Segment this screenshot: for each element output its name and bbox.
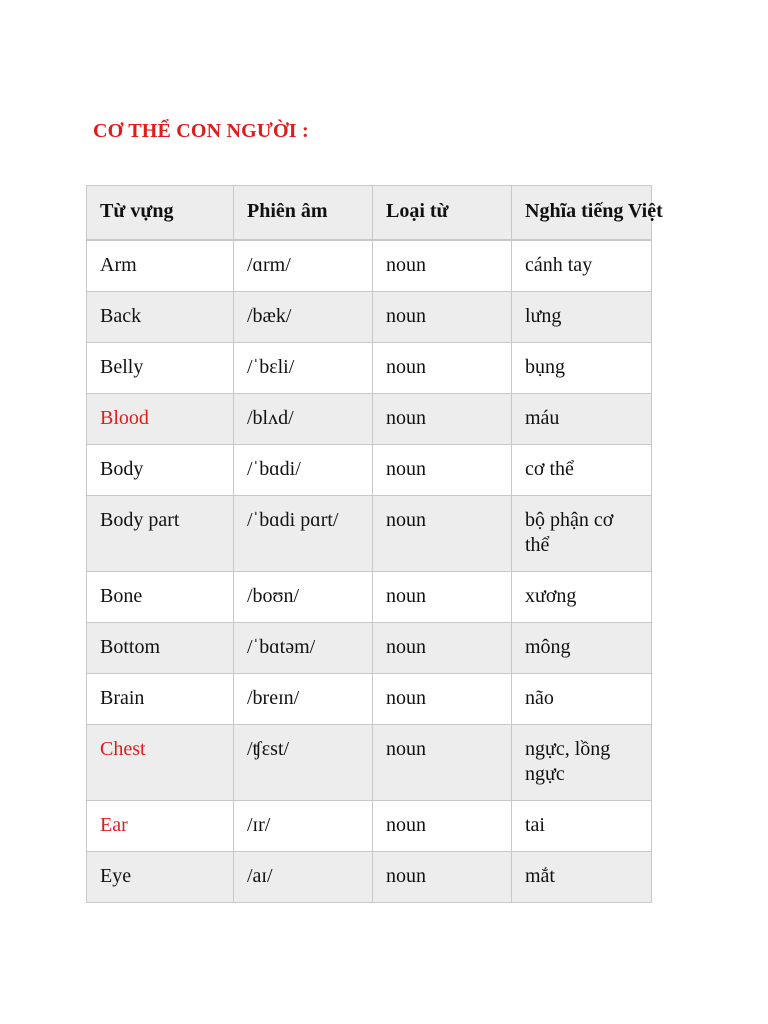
cell-type: noun bbox=[373, 623, 512, 674]
cell-word: Eye bbox=[87, 852, 234, 903]
table-row bbox=[87, 445, 652, 496]
cell-meaning: cơ thể bbox=[512, 445, 652, 496]
cell-ipa: /ˈbɑdi/ bbox=[234, 445, 373, 496]
cell-type: noun bbox=[373, 394, 512, 445]
cell-word: Chest bbox=[87, 725, 234, 801]
vocabulary-table bbox=[86, 185, 663, 903]
cell-ipa: /boʊn/ bbox=[234, 572, 373, 623]
cell-type: noun bbox=[373, 674, 512, 725]
cell-type: noun bbox=[373, 852, 512, 903]
table-row bbox=[87, 674, 652, 725]
cell-ipa: /bæk/ bbox=[234, 292, 373, 343]
cell-type: noun bbox=[373, 496, 512, 572]
column-header-type: Loại từ bbox=[373, 186, 512, 241]
cell-meaning: xương bbox=[512, 572, 652, 623]
table-row bbox=[87, 801, 652, 852]
table-row bbox=[87, 852, 652, 903]
cell-word: Bone bbox=[87, 572, 234, 623]
cell-ipa: /ɪr/ bbox=[234, 801, 373, 852]
table-row bbox=[87, 725, 652, 801]
cell-meaning: tai bbox=[512, 801, 652, 852]
cell-meaning: lưng bbox=[512, 292, 652, 343]
cell-word: Body part bbox=[87, 496, 234, 572]
cell-ipa: /ˈbɑtəm/ bbox=[234, 623, 373, 674]
cell-word: Ear bbox=[87, 801, 234, 852]
cell-meaning: bụng bbox=[512, 343, 652, 394]
cell-meaning: ngực, lồng ngực bbox=[512, 725, 652, 801]
cell-type: noun bbox=[373, 572, 512, 623]
page-title: CƠ THỂ CON NGƯỜI : bbox=[93, 120, 309, 142]
cell-type: noun bbox=[373, 343, 512, 394]
table-row bbox=[87, 496, 652, 572]
cell-word: Body bbox=[87, 445, 234, 496]
cell-word: Blood bbox=[87, 394, 234, 445]
cell-type: noun bbox=[373, 725, 512, 801]
cell-word: Back bbox=[87, 292, 234, 343]
cell-word: Arm bbox=[87, 240, 234, 292]
table-row bbox=[87, 292, 652, 343]
cell-ipa: /blʌd/ bbox=[234, 394, 373, 445]
table-row bbox=[87, 623, 652, 674]
cell-word: Belly bbox=[87, 343, 234, 394]
cell-type: noun bbox=[373, 445, 512, 496]
cell-meaning: não bbox=[512, 674, 652, 725]
cell-meaning: cánh tay bbox=[512, 240, 652, 292]
cell-ipa: /ˈbɑdi pɑrt/ bbox=[234, 496, 373, 572]
table-row bbox=[87, 572, 652, 623]
column-header-ipa: Phiên âm bbox=[234, 186, 373, 241]
cell-word: Bottom bbox=[87, 623, 234, 674]
table-row bbox=[87, 343, 652, 394]
cell-type: noun bbox=[373, 801, 512, 852]
cell-ipa: /ʧɛst/ bbox=[234, 725, 373, 801]
column-header-meaning: Nghĩa tiếng Việt bbox=[512, 186, 652, 241]
cell-meaning: mông bbox=[512, 623, 652, 674]
cell-meaning: máu bbox=[512, 394, 652, 445]
cell-type: noun bbox=[373, 292, 512, 343]
cell-ipa: /ˈbɛli/ bbox=[234, 343, 373, 394]
table-row bbox=[87, 394, 652, 445]
table-header-row bbox=[87, 186, 652, 241]
cell-meaning: bộ phận cơ thể bbox=[512, 496, 652, 572]
cell-type: noun bbox=[373, 240, 512, 292]
cell-meaning: mắt bbox=[512, 852, 652, 903]
column-header-word: Từ vựng bbox=[87, 186, 234, 241]
cell-ipa: /aɪ/ bbox=[234, 852, 373, 903]
cell-ipa: /breɪn/ bbox=[234, 674, 373, 725]
table-row bbox=[87, 240, 652, 292]
cell-ipa: /ɑrm/ bbox=[234, 240, 373, 292]
cell-word: Brain bbox=[87, 674, 234, 725]
